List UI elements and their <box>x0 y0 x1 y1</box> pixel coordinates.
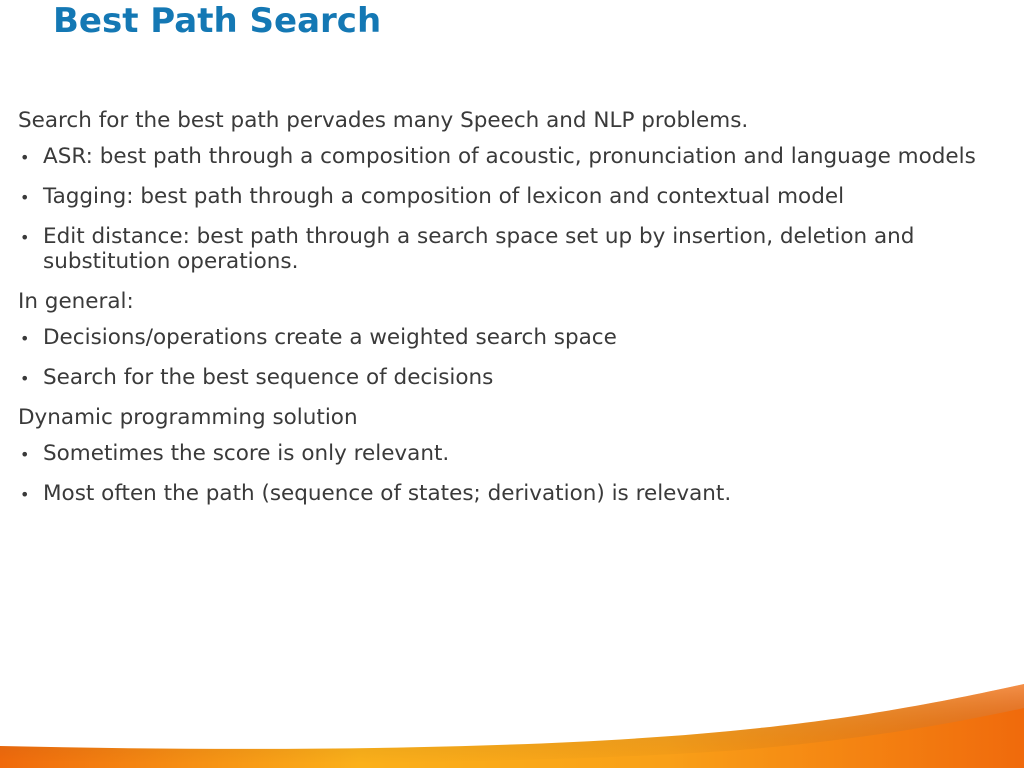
bullet-icon: • <box>20 148 30 167</box>
bullet-list <box>18 144 978 274</box>
bullet-item-tagging <box>18 184 978 209</box>
bullet-icon: • <box>20 188 30 207</box>
footer-swoosh-decoration <box>0 648 1024 768</box>
bullet-item-decisions <box>18 325 978 350</box>
bullet-item-path <box>18 481 978 506</box>
bullet-icon: • <box>20 485 30 504</box>
section-heading: Search for the best path pervades many Speech and NLP problems. <box>18 108 749 133</box>
bullet-item-asr <box>18 144 978 169</box>
bullet-text: Sometimes the score is only relevant. <box>43 441 450 466</box>
bullet-icon: • <box>20 329 30 348</box>
section-best-path <box>18 108 978 274</box>
bullet-item-score <box>18 441 978 466</box>
bullet-icon: • <box>20 228 30 247</box>
bullet-item-edit-distance <box>18 224 978 274</box>
bullet-icon: • <box>20 445 30 464</box>
bullet-item-search-sequence <box>18 365 978 390</box>
bullet-list <box>18 441 978 506</box>
bullet-icon: • <box>20 369 30 388</box>
bullet-list <box>18 325 978 390</box>
section-heading: In general: <box>18 289 134 314</box>
bullet-text: Most often the path (sequence of states; derivation) is relevant. <box>43 481 732 506</box>
section-heading: Dynamic programming solution <box>18 405 358 430</box>
bullet-text: Tagging: best path through a composition of lexicon and contextual model <box>43 184 845 209</box>
bullet-text: Edit distance: best path through a search space set up by insertion, deletion and substitution operations. <box>43 224 915 274</box>
bullet-text: Search for the best sequence of decisions <box>43 365 494 390</box>
section-dynamic-programming <box>18 405 978 506</box>
bullet-text: ASR: best path through a composition of acoustic, pronunciation and language models <box>43 144 976 169</box>
slide-body <box>18 108 978 521</box>
section-in-general <box>18 289 978 390</box>
bullet-text: Decisions/operations create a weighted search space <box>43 325 617 350</box>
slide-title: Best Path Search <box>53 1 382 41</box>
